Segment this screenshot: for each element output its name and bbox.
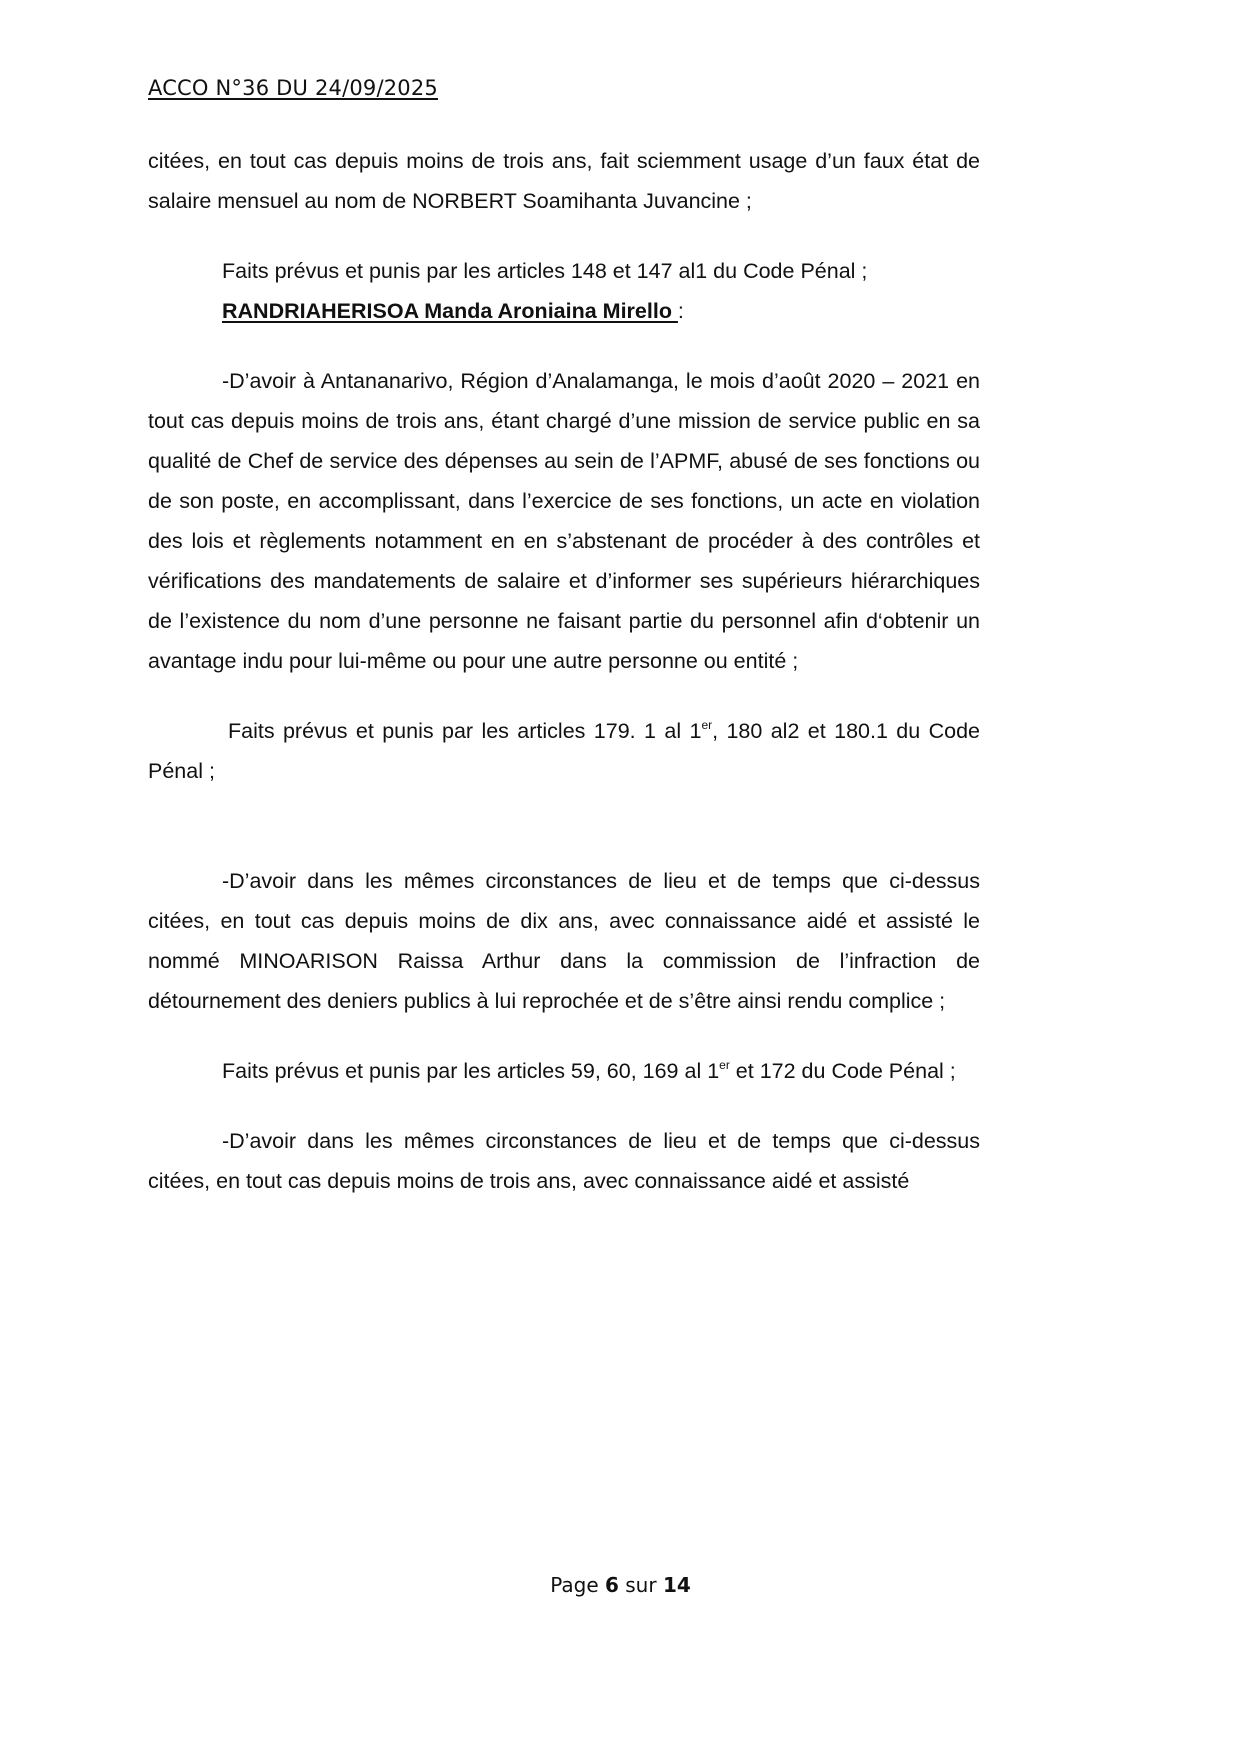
paragraph-complicite-trois-ans: -D’avoir dans les mêmes circonstances de lieu et de temps que ci-dessus citées, en tout cas depuis moins de trois ans, avec connaissance aidé et assisté bbox=[148, 1129, 980, 1193]
articles-59-superscript: er bbox=[719, 1058, 730, 1072]
accused-name-colon: : bbox=[677, 299, 684, 323]
page-word: Page bbox=[550, 1573, 605, 1597]
articles-179-text: Faits prévus et punis par les articles 179. 1 al 1 bbox=[228, 719, 702, 743]
articles-59-text-end: et 172 du Code Pénal ; bbox=[729, 1059, 956, 1083]
paragraph-abus-fonctions: -D’avoir à Antananarivo, Région d’Analamanga, le mois d’août 2020 – 2021 en tout cas depuis moins de trois ans, étant chargé d’une mission de service public en sa qualité de Chef de service des dépenses au sein de l’APMF, abusé de ses fonctions ou de son poste, en accomplissant, dans l’exercice de ses fonctions, un acte en violation des lois et règlements notamment en en s’abstenant de procéder à des contrôles et vérifications des mandatements de salaire et d’informer ses supérieurs hiérarchiques de l’existence du nom d’une personne ne faisant partie du personnel afin d‘obtenir un avantage indu pour lui-même ou pour une autre personne ou entité ; bbox=[148, 369, 980, 673]
accused-name-line bbox=[148, 291, 980, 331]
page-number bbox=[0, 1573, 1241, 1597]
articles-179-superscript: er bbox=[701, 718, 713, 732]
paragraph-usage-faux: citées, en tout cas depuis moins de trois ans, fait sciemment usage d’un faux état de salaire mensuel au nom de NORBERT Soamihanta Juvancine ; bbox=[148, 149, 980, 213]
articles-179-text-end: , 180 al2 et 180.1 du Code Pénal ; bbox=[148, 719, 980, 783]
document-reference: ACCO N°36 DU 24/09/2025 bbox=[148, 76, 438, 100]
page-current: 6 bbox=[604, 1573, 619, 1597]
page-total: 14 bbox=[662, 1573, 691, 1597]
articles-59-text: Faits prévus et punis par les articles 59, 60, 169 al 1 bbox=[222, 1059, 720, 1083]
paragraph-complicite-detournement: -D’avoir dans les mêmes circonstances de lieu et de temps que ci-dessus citées, en tout cas depuis moins de dix ans, avec connaissance aidé et assisté le nommé MINOARISON Raissa Arthur dans la commission de l’infraction de détournement des deniers publics à lui reprochée et de s’être ainsi rendu complice ; bbox=[148, 869, 980, 1013]
page-of-word: sur bbox=[618, 1573, 663, 1597]
paragraph-articles-59-172 bbox=[148, 1051, 980, 1091]
paragraph-articles-179-180 bbox=[148, 711, 980, 791]
accused-name: RANDRIAHERISOA Manda Aroniaina Mirello bbox=[222, 299, 678, 323]
document-body bbox=[148, 141, 980, 1201]
paragraph-articles-148-147: Faits prévus et punis par les articles 148 et 147 al1 du Code Pénal ; bbox=[222, 259, 868, 283]
